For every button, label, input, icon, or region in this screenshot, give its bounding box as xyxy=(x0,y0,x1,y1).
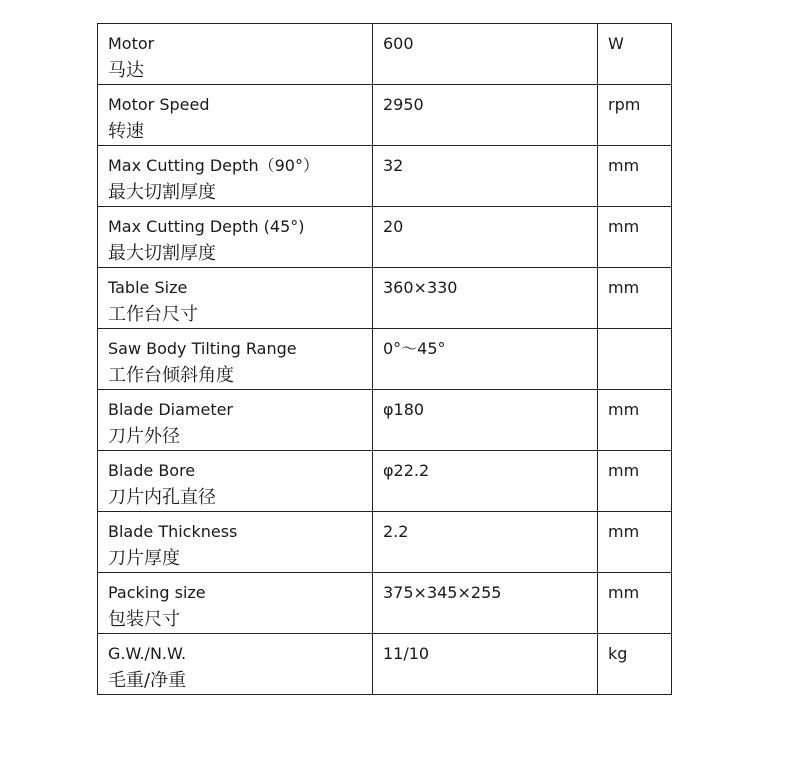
table-row xyxy=(98,268,672,329)
unit-cell: rpm xyxy=(598,85,672,146)
unit-cell: mm xyxy=(598,390,672,451)
parameter-name-cn: 刀片内孔直径 xyxy=(108,487,216,508)
parameter-name-en: Blade Bore xyxy=(108,461,196,480)
value-cell: 375×345×255 xyxy=(373,573,598,634)
value-cell: φ180 xyxy=(373,390,598,451)
value-cell: φ22.2 xyxy=(373,451,598,512)
parameter-name-en: G.W./N.W. xyxy=(108,644,187,663)
parameter-name-cn: 转速 xyxy=(108,121,144,142)
parameter-name-cn: 工作台倾斜角度 xyxy=(108,365,234,386)
table-row xyxy=(98,634,672,695)
parameter-cell xyxy=(98,85,373,146)
parameter-name-cn: 马达 xyxy=(108,60,144,81)
unit-cell: mm xyxy=(598,451,672,512)
value-cell: 2.2 xyxy=(373,512,598,573)
parameter-cell xyxy=(98,268,373,329)
parameter-name-cn: 刀片外径 xyxy=(108,426,180,447)
parameter-cell xyxy=(98,329,373,390)
parameter-cell xyxy=(98,24,373,85)
parameter-name-cn: 最大切割厚度 xyxy=(108,243,216,264)
unit-cell: W xyxy=(598,24,672,85)
table-row xyxy=(98,512,672,573)
value-cell: 360×330 xyxy=(373,268,598,329)
value-cell: 600 xyxy=(373,24,598,85)
table-row xyxy=(98,85,672,146)
value-cell: 0°～45° xyxy=(373,329,598,390)
unit-cell: mm xyxy=(598,268,672,329)
unit-cell: mm xyxy=(598,512,672,573)
spec-table xyxy=(97,23,672,695)
parameter-cell xyxy=(98,146,373,207)
parameter-name-en: Motor xyxy=(108,34,155,53)
parameter-name-en: Blade Thickness xyxy=(108,522,238,541)
parameter-name-cn: 毛重/净重 xyxy=(108,670,187,691)
parameter-cell xyxy=(98,573,373,634)
parameter-name-en: Motor Speed xyxy=(108,95,210,114)
value-cell: 20 xyxy=(373,207,598,268)
table-row xyxy=(98,390,672,451)
table-row xyxy=(98,24,672,85)
table-row xyxy=(98,146,672,207)
parameter-name-en: Blade Diameter xyxy=(108,400,234,419)
table-row xyxy=(98,573,672,634)
parameter-name-cn: 工作台尺寸 xyxy=(108,304,198,325)
parameter-name-cn: 刀片厚度 xyxy=(108,548,180,569)
parameter-name-en: Max Cutting Depth (45°) xyxy=(108,217,305,236)
unit-cell: kg xyxy=(598,634,672,695)
parameter-cell xyxy=(98,451,373,512)
unit-cell: mm xyxy=(598,573,672,634)
table-row xyxy=(98,207,672,268)
unit-cell: mm xyxy=(598,146,672,207)
value-cell: 2950 xyxy=(373,85,598,146)
table-row xyxy=(98,329,672,390)
parameter-cell xyxy=(98,634,373,695)
value-cell: 32 xyxy=(373,146,598,207)
parameter-name-cn: 包装尺寸 xyxy=(108,609,180,630)
table-row xyxy=(98,451,672,512)
unit-cell: mm xyxy=(598,207,672,268)
parameter-name-cn: 最大切割厚度 xyxy=(108,182,216,203)
parameter-cell xyxy=(98,512,373,573)
value-cell: 11/10 xyxy=(373,634,598,695)
spec-table-body xyxy=(98,24,672,695)
parameter-name-en: Max Cutting Depth（90°） xyxy=(108,156,319,175)
parameter-cell xyxy=(98,207,373,268)
unit-cell xyxy=(598,329,672,390)
parameter-name-en: Table Size xyxy=(108,278,188,297)
parameter-name-en: Saw Body Tilting Range xyxy=(108,339,297,358)
parameter-cell xyxy=(98,390,373,451)
parameter-name-en: Packing size xyxy=(108,583,206,602)
